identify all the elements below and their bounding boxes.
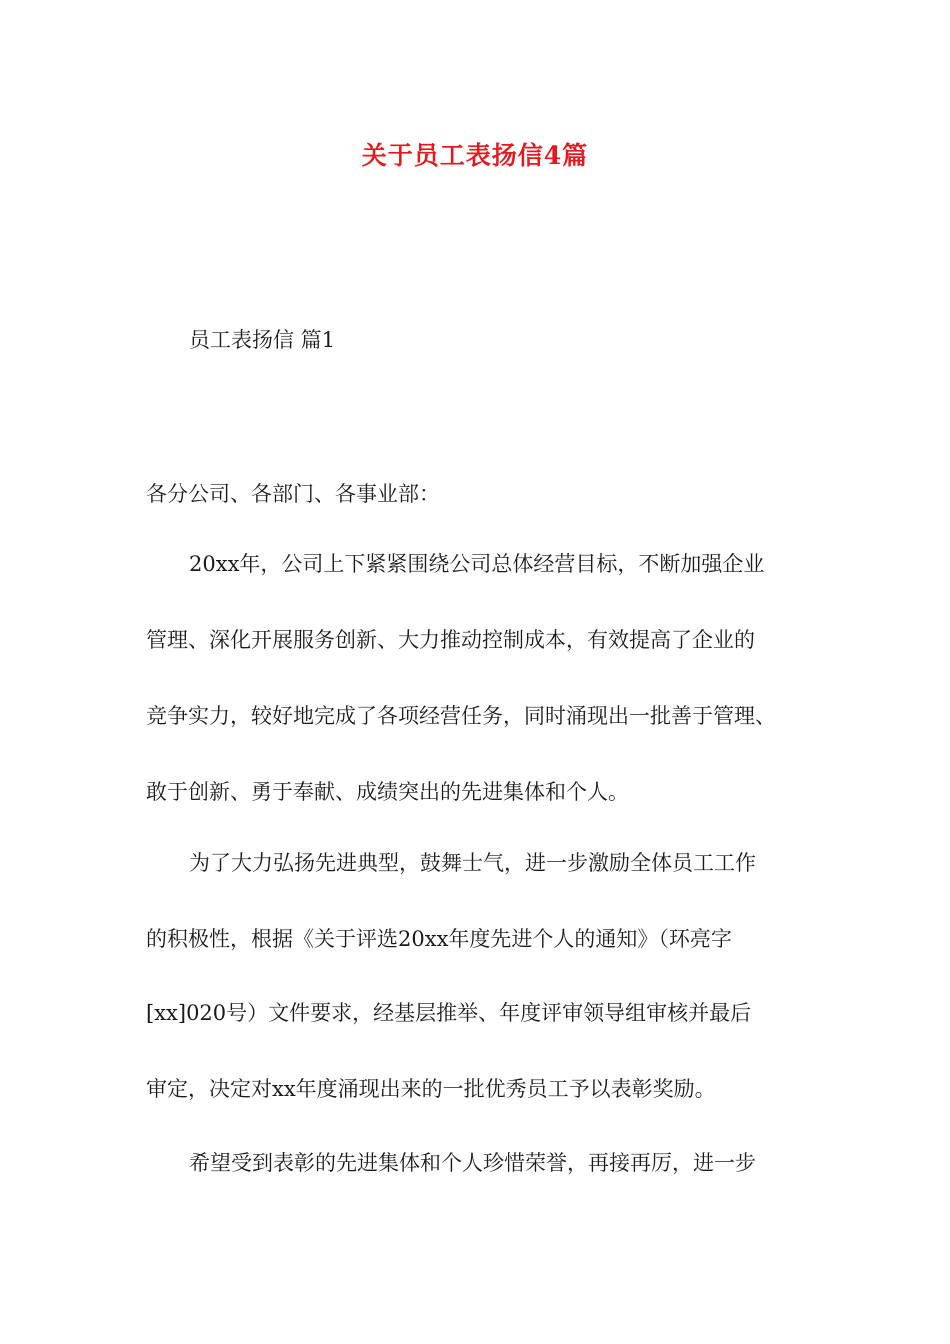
paragraph-line: 为了大力弘扬先进典型，鼓舞士气，进一步激励全体员工工作 xyxy=(189,851,756,875)
paragraph-line: 20xx年，公司上下紧紧围绕公司总体经营目标，不断加强企业 xyxy=(189,552,765,576)
paragraph-line: 的积极性，根据《关于评选20xx年度先进个人的通知》（环亮字 xyxy=(146,927,732,951)
document-title: 关于员工表扬信4篇 xyxy=(361,141,589,170)
section-heading: 员工表扬信 篇1 xyxy=(189,328,336,352)
paragraph-line: [xx]020号）文件要求，经基层推举、年度评审领导组审核并最后 xyxy=(146,1001,752,1025)
paragraph-line: 竞争实力，较好地完成了各项经营任务，同时涌现出一批善于管理、 xyxy=(146,704,776,728)
paragraph-line: 希望受到表彰的先进集体和个人珍惜荣誉，再接再厉，进一步 xyxy=(189,1151,756,1175)
salutation: 各分公司、各部门、各事业部： xyxy=(146,482,440,506)
paragraph-line: 审定，决定对xx年度涌现出来的一批优秀员工予以表彰奖励。 xyxy=(146,1077,716,1101)
paragraph-line: 敢于创新、勇于奉献、成绩突出的先进集体和个人。 xyxy=(146,780,629,804)
paragraph-line: 管理、深化开展服务创新、大力推动控制成本，有效提高了企业的 xyxy=(146,628,755,652)
